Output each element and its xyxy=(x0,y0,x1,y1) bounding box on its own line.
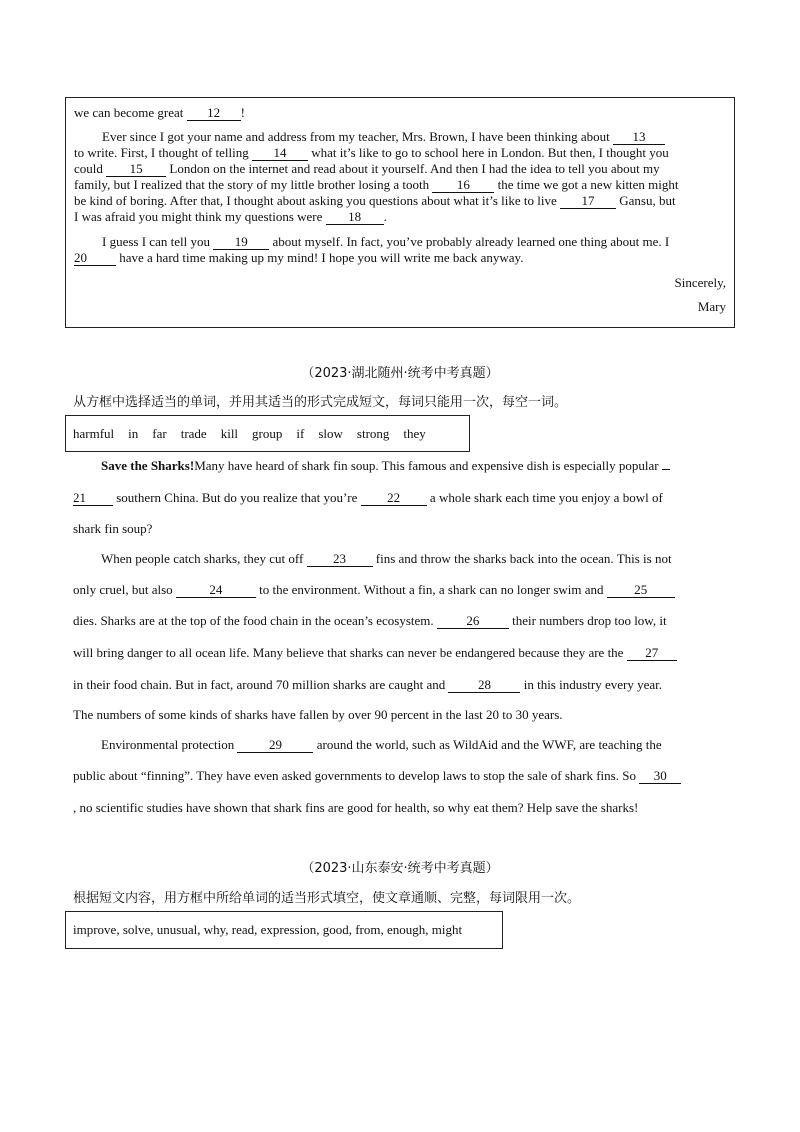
blank-17[interactable]: 17 xyxy=(560,194,616,209)
section3-word-box xyxy=(65,911,503,949)
letter-line-6: be kind of boring. After that, I thought about asking you questions about what it’s like to live 17 Gansu, but xyxy=(74,193,676,208)
blank-26[interactable]: 26 xyxy=(437,614,509,629)
word-7: slow xyxy=(318,425,343,441)
blank-23[interactable]: 23 xyxy=(307,552,373,567)
blank-21[interactable]: 21 xyxy=(73,491,113,506)
s2-line-6: dies. Sharks are at the top of the food chain in the ocean’s ecosystem. 26 their numbers drop too low, it xyxy=(73,613,667,628)
s2-line-1: Save the Sharks!Many have heard of shark fin soup. This famous and expensive dish is especially popular xyxy=(73,458,755,474)
word-5: group xyxy=(252,425,283,441)
letter-line-8: I guess I can tell you 19 about myself. In fact, you’ve probably already learned one thing about me. I xyxy=(102,234,670,249)
letter-box xyxy=(65,97,735,328)
blank-22[interactable]: 22 xyxy=(361,491,427,506)
s2-line-4: When people catch sharks, they cut off 23 fins and throw the sharks back into the ocean. This is not xyxy=(101,551,672,566)
section2-instruction: 从方框中选择适当的单词，并用其适当的形式完成短文，每词只能用一次，每空一词。 xyxy=(73,395,568,410)
section3-instruction: 根据短文内容，用方框中所给单词的适当形式填空，使文章通顺、完整，每词限用一次。 xyxy=(73,891,581,906)
blank-25[interactable]: 25 xyxy=(607,583,675,598)
blank-27[interactable]: 27 xyxy=(627,646,677,661)
blank-28[interactable]: 28 xyxy=(448,678,520,693)
letter-line-5: family, but I realized that the story of my little brother losing a tooth 16 the time we got a new kitten might xyxy=(74,177,679,192)
letter-closing: Sincerely, xyxy=(674,275,726,290)
s2-line-2: 21 southern China. But do you realize that you’re 22 a whole shark each time you enjoy a bowl of xyxy=(73,490,663,505)
s2-line-9: The numbers of some kinds of sharks have fallen by over 90 percent in the last 20 to 30 years. xyxy=(73,707,563,722)
s2-line-7: will bring danger to all ocean life. Many believe that sharks can never be endangered because they are the 27 xyxy=(73,645,727,661)
blank-19[interactable]: 19 xyxy=(213,235,269,250)
section2-word-box xyxy=(65,415,470,452)
word-3: trade xyxy=(180,425,207,441)
s2-line-8: in their food chain. But in fact, around 70 million sharks are caught and 28 in this industry every year. xyxy=(73,677,662,692)
blank-12[interactable]: 12 xyxy=(187,106,241,121)
s2-line-3: shark fin soup? xyxy=(73,521,153,536)
blank-13[interactable]: 13 xyxy=(613,130,665,145)
blank-21-start[interactable] xyxy=(662,469,670,470)
letter-signature: Mary xyxy=(697,299,726,314)
section2-heading: （2023·湖北随州·统考中考真题） xyxy=(301,366,499,381)
word-8: strong xyxy=(356,425,390,441)
s2-line-11: public about “finning”. They have even asked governments to develop laws to stop the sale of shark fins. So 30 xyxy=(73,768,727,784)
blank-18[interactable]: 18 xyxy=(326,210,384,225)
letter-line-1: we can become great 12 ! xyxy=(74,105,245,120)
letter-line-4: could 15 London on the internet and read about it yourself. And then I had the idea to tell you about my xyxy=(74,161,660,176)
letter-line-7: I was afraid you might think my questions were 18 . xyxy=(74,209,387,224)
passage-title: Save the Sharks! xyxy=(101,458,195,473)
letter-line-3: to write. First, I thought of telling 14 what it’s like to go to school here in London. But then, I thought you xyxy=(74,145,669,160)
word-6: if xyxy=(296,425,305,441)
blank-20[interactable]: 20 xyxy=(74,251,116,266)
word-9: they xyxy=(403,425,426,441)
blank-30[interactable]: 30 xyxy=(639,769,681,784)
letter-line-9: 20 have a hard time making up my mind! I hope you will write me back anyway. xyxy=(74,250,524,265)
word-0: harmful xyxy=(73,425,115,441)
word-1: in xyxy=(128,425,139,441)
blank-15[interactable]: 15 xyxy=(106,162,166,177)
letter-line-2: Ever since I got your name and address from my teacher, Mrs. Brown, I have been thinking about 13 xyxy=(74,129,726,145)
s2-line-10: Environmental protection 29 around the world, such as WildAid and the WWF, are teaching the xyxy=(101,737,662,752)
word-2: far xyxy=(152,425,167,441)
s2-line-5: only cruel, but also 24 to the environment. Without a fin, a shark can no longer swim and 25 xyxy=(73,582,727,598)
s2-line-12: , no scientific studies have shown that shark fins are good for health, so why eat them? Help save the sharks! xyxy=(73,800,639,815)
word-4: kill xyxy=(220,425,239,441)
section3-words: improve, solve, unusual, why, read, expression, good, from, enough, might xyxy=(73,922,463,937)
section3-heading: （2023·山东泰安·统考中考真题） xyxy=(301,861,499,876)
blank-29[interactable]: 29 xyxy=(237,738,313,753)
blank-24[interactable]: 24 xyxy=(176,583,256,598)
blank-14[interactable]: 14 xyxy=(252,146,308,161)
blank-16[interactable]: 16 xyxy=(432,178,494,193)
